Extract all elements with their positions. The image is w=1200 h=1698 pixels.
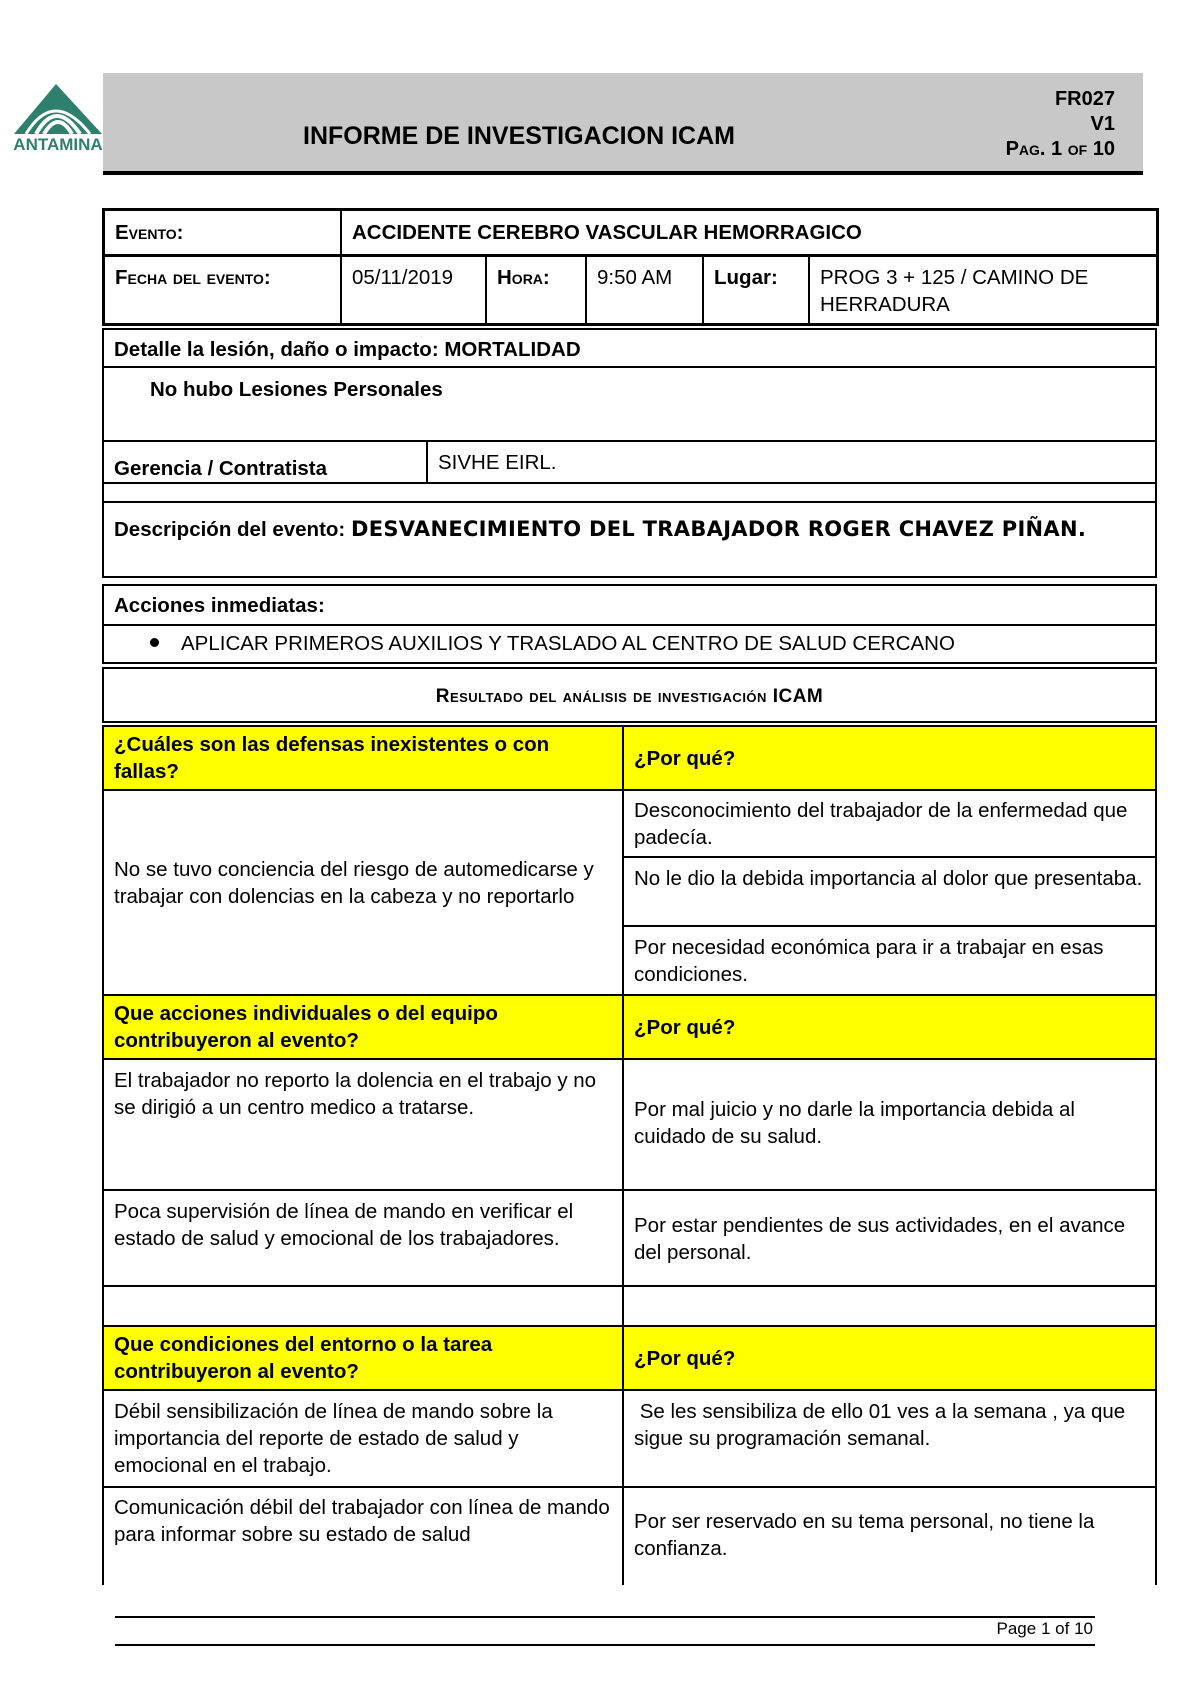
q1-why-2: No le dio la debida importancia al dolor que presentaba. — [634, 867, 1143, 890]
page-of: of — [1067, 138, 1088, 160]
page-total: 10 — [1092, 138, 1115, 160]
q2-row-1-why: Por mal juicio y no darle la importancia debida al cuidado de su salud. — [634, 1098, 1075, 1148]
evento-label: Evento: — [115, 221, 184, 244]
q1-why-3: Por necesidad económica para ir a trabajar en esas condiciones. — [634, 936, 1104, 986]
form-version: V1 — [1090, 113, 1115, 135]
acciones-block — [102, 584, 1157, 664]
bullet-icon — [150, 638, 159, 647]
q3-row-1-why: Se les sensibiliza de ello 01 ves a la semana , ya que sigue su programación semanal. — [634, 1400, 1131, 1450]
footer-page-of: of — [1055, 1619, 1070, 1638]
gerencia-label: Gerencia / Contratista — [114, 457, 328, 480]
acciones-item-text: APLICAR PRIMEROS AUXILIOS Y TRASLADO AL CENTRO DE SALUD CERCANO — [181, 632, 955, 655]
descripcion-text — [104, 510, 1144, 549]
report-header — [103, 73, 1143, 175]
q3-row-2-why: Por ser reservado en su tema personal, no tiene la confianza. — [634, 1510, 1095, 1560]
lugar-value: PROG 3 + 125 / CAMINO DE HERRADURA — [820, 266, 1089, 316]
page-number: 1 — [1051, 138, 1063, 160]
evento-value: ACCIDENTE CEREBRO VASCULAR HEMORRAGICO — [352, 221, 862, 244]
q3-why-label: ¿Por qué? — [624, 1327, 1155, 1389]
footer-page-indicator — [997, 1616, 1093, 1642]
q2-question: Que acciones individuales o del equipo contribuyeron al evento? — [104, 996, 622, 1058]
footer-page-total: 10 — [1074, 1619, 1093, 1638]
footer-page-label: Page — [996, 1619, 1037, 1638]
acciones-label: Acciones inmediatas: — [114, 594, 325, 617]
mountain-logo-icon — [10, 78, 106, 138]
analysis-table — [102, 725, 1157, 1585]
q2-row-2-action: Poca supervisión de línea de mando en verificar el estado de salud y emocional de los trabajadores. — [114, 1200, 574, 1250]
detalle-body: No hubo Lesiones Personales — [150, 378, 443, 401]
q3-row-2-condition: Comunicación débil del trabajador con línea de mando para informar sobre su estado de salud — [114, 1496, 610, 1546]
q3-question: Que condiciones del entorno o la tarea contribuyeron al evento? — [104, 1327, 622, 1389]
report-title: INFORME DE INVESTIGACION ICAM — [303, 122, 735, 150]
logo-text: ANTAMINA — [13, 135, 103, 154]
lugar-label: Lugar: — [714, 266, 778, 289]
analysis-title: Resultado del análisis de investigación ICAM — [435, 686, 824, 707]
fecha-label: Fecha del evento: — [115, 266, 271, 289]
document-code-block — [1006, 87, 1115, 162]
descripcion-label: Descripción del evento: — [114, 518, 346, 541]
detalle-block — [102, 328, 1157, 578]
descripcion-value: DESVANECIMIENTO DEL TRABAJADOR ROGER CHAVEZ PIÑAN. — [350, 517, 1087, 541]
q1-why-1: Desconocimiento del trabajador de la enfermedad que padecía. — [634, 799, 1128, 849]
q1-question: ¿Cuáles son las defensas inexistentes o con fallas? — [104, 727, 622, 789]
header-page-indicator — [1006, 137, 1115, 162]
detalle-value: MORTALIDAD — [444, 338, 581, 361]
q1-why-label: ¿Por qué? — [624, 727, 1155, 789]
gerencia-value: SIVHE EIRL. — [438, 451, 557, 474]
event-block — [102, 208, 1159, 326]
q2-row-1-action: El trabajador no reporto la dolencia en el trabajo y no se dirigió a un centro medico a tratarse. — [114, 1069, 597, 1119]
form-code: FR027 — [1054, 88, 1115, 110]
detalle-label: Detalle la lesión, daño o impacto: — [114, 338, 439, 361]
detalle-heading — [104, 332, 1144, 367]
page-prefix: Pag. — [1005, 138, 1046, 160]
antamina-logo — [10, 78, 106, 170]
q2-why-label: ¿Por qué? — [624, 996, 1155, 1058]
footer-divider-bottom — [115, 1644, 1095, 1646]
q2-row-2-why: Por estar pendientes de sus actividades, en el avance del personal. — [634, 1214, 1126, 1264]
acciones-item — [140, 626, 1140, 661]
footer-page-number: 1 — [1040, 1619, 1051, 1638]
fecha-value: 05/11/2019 — [352, 266, 454, 289]
analysis-title-block — [102, 667, 1157, 723]
footer-divider-top — [115, 1616, 1095, 1618]
q1-answer: No se tuvo conciencia del riesgo de automedicarse y trabajar con dolencias en la cabeza y no reportarlo — [114, 858, 594, 908]
hora-value: 9:50 AM — [597, 266, 673, 289]
q3-row-1-condition: Débil sensibilización de línea de mando sobre la importancia del reporte de estado de salud y emocional en el trabajo. — [114, 1400, 553, 1477]
hora-label: Hora: — [497, 266, 550, 289]
